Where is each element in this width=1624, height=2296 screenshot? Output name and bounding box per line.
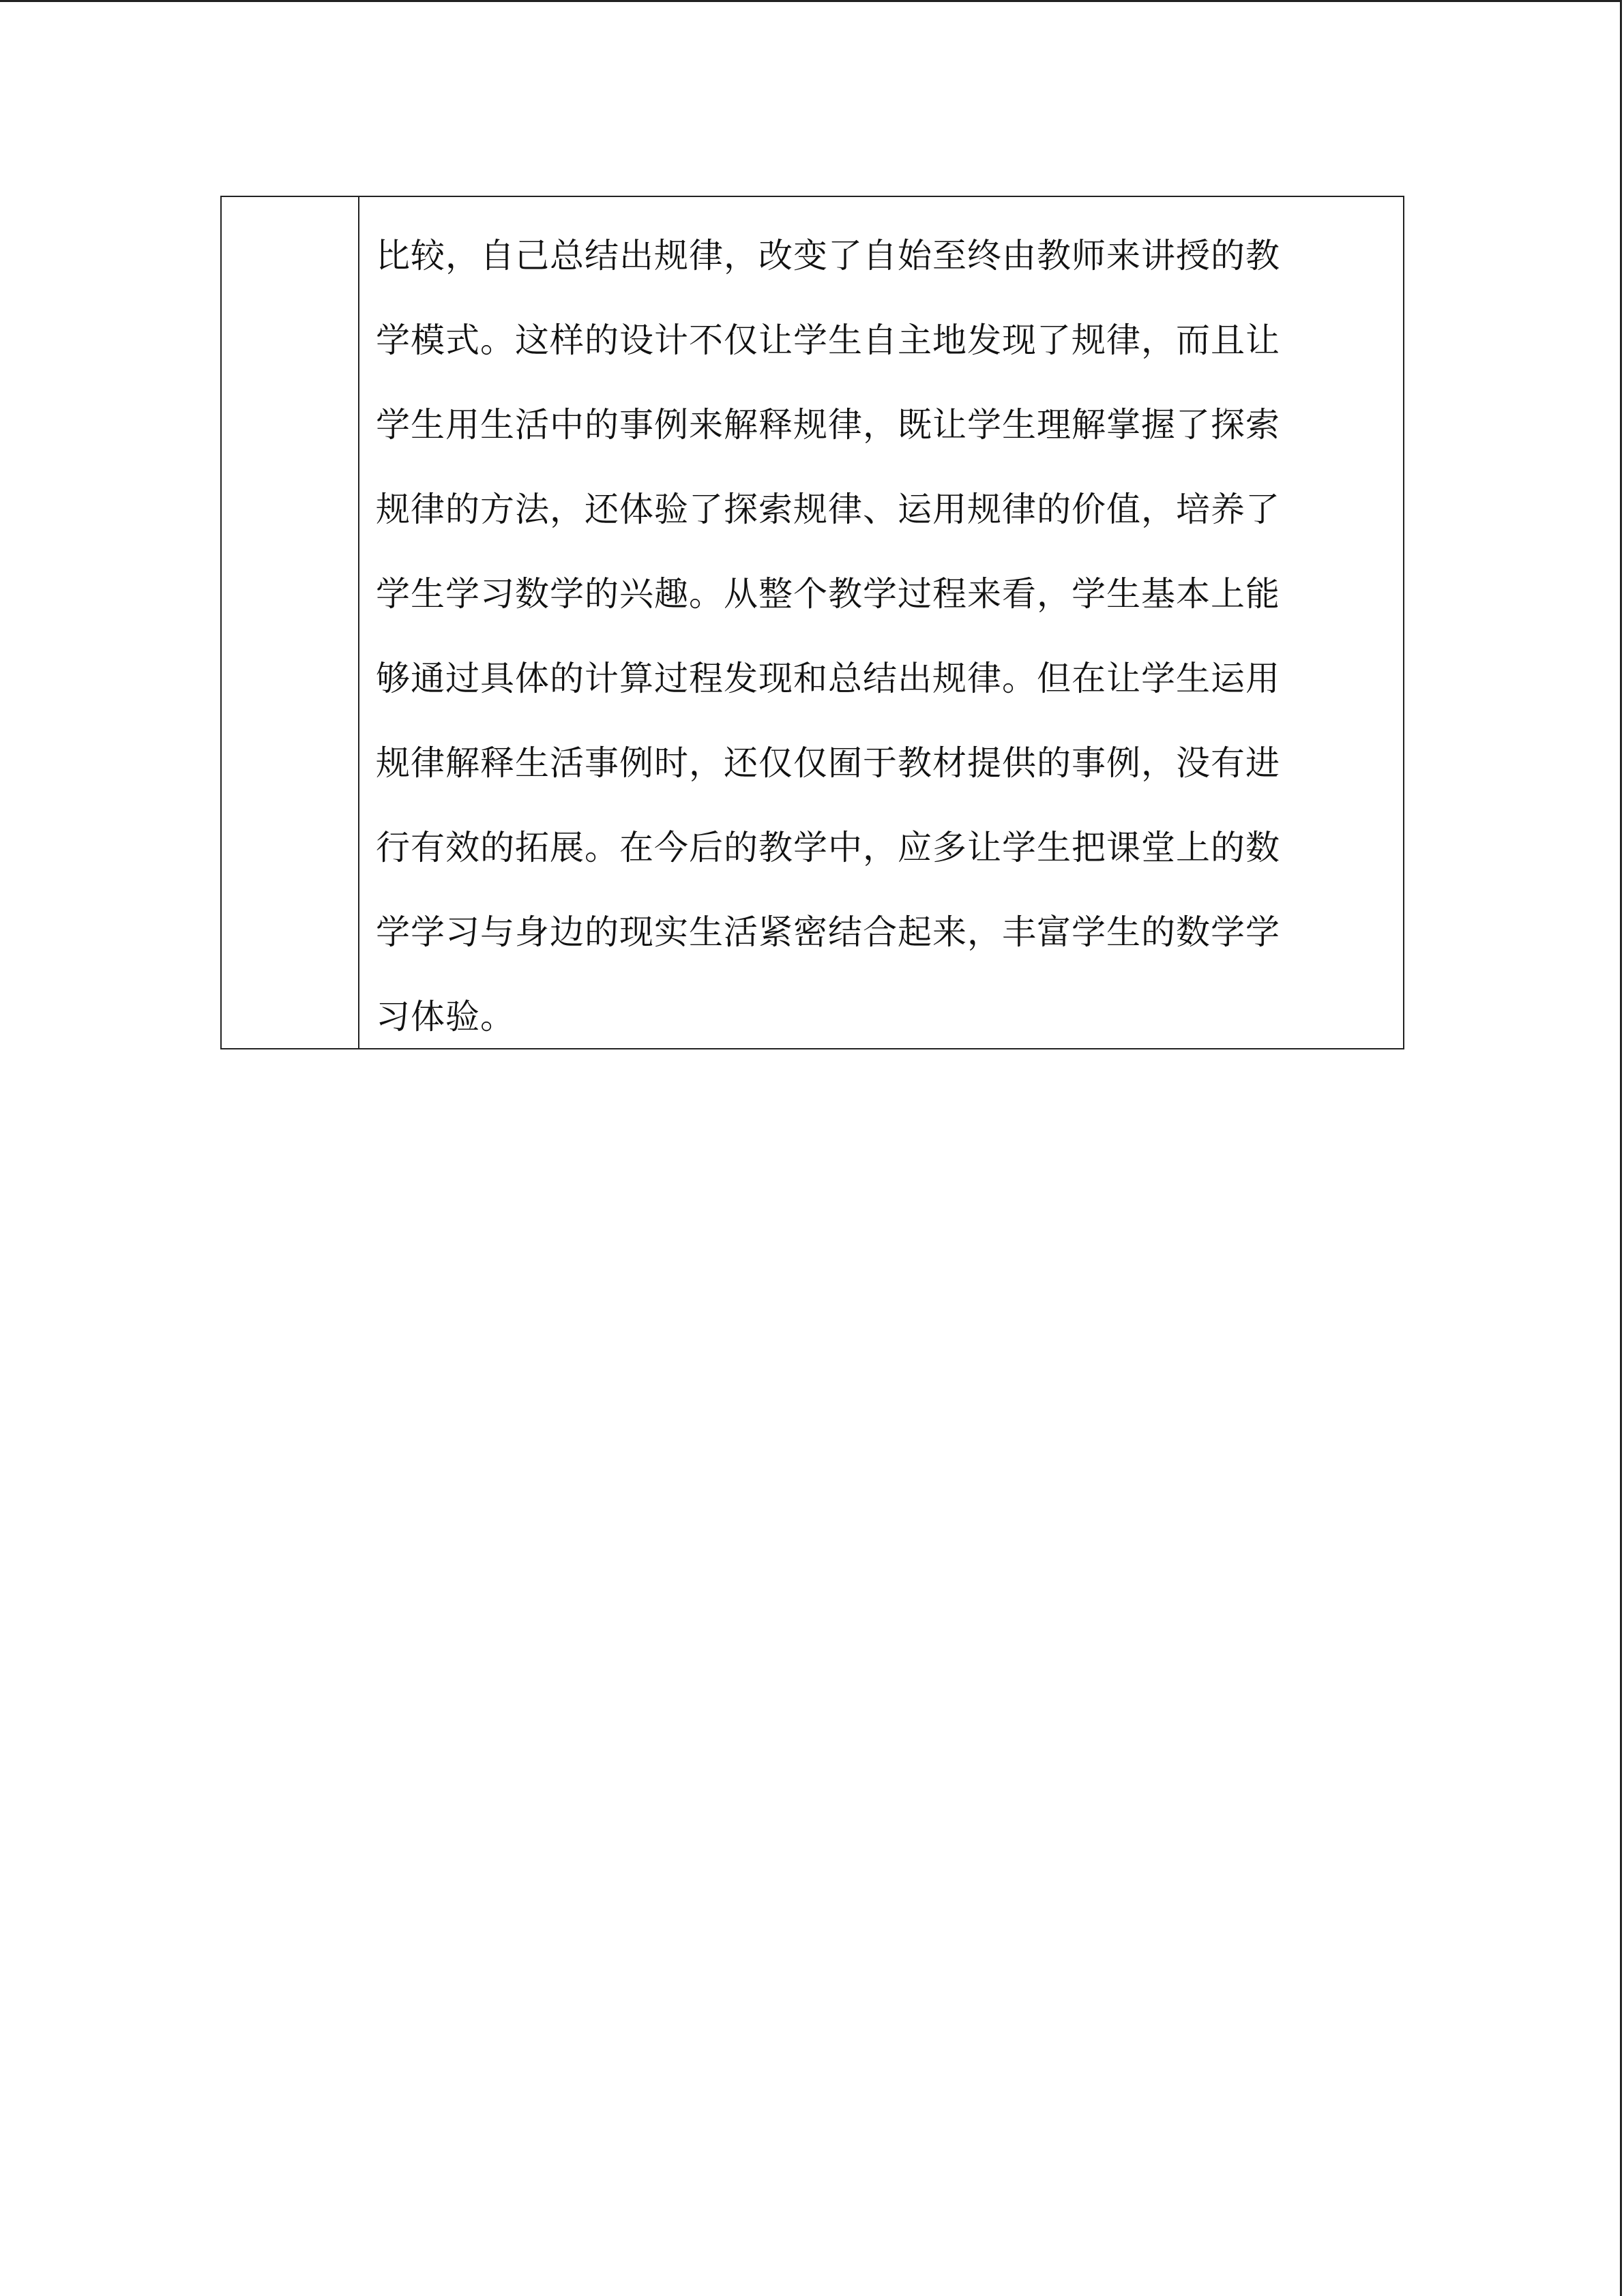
paragraph-line: 学模式。这样的设计不仅让学生自主地发现了规律，而且让 bbox=[376, 320, 1280, 360]
document-table bbox=[220, 196, 1404, 1049]
paragraph-line: 够通过具体的计算过程发现和总结出规律。但在让学生运用 bbox=[376, 659, 1280, 698]
paragraph-line: 比较，自己总结出规律，改变了自始至终由教师来讲授的教 bbox=[376, 236, 1280, 275]
paragraph-line: 习体验。 bbox=[376, 997, 515, 1037]
table-label-cell bbox=[222, 197, 359, 1048]
table-content-cell bbox=[359, 197, 1403, 1048]
paragraph-line: 规律的方法，还体验了探索规律、运用规律的价值，培养了 bbox=[376, 490, 1280, 529]
paragraph-line: 学生学习数学的兴趣。从整个教学过程来看，学生基本上能 bbox=[376, 574, 1280, 614]
paragraph-line: 行有效的拓展。在今后的教学中，应多让学生把课堂上的数 bbox=[376, 828, 1280, 867]
paragraph-line: 学生用生活中的事例来解释规律，既让学生理解掌握了探索 bbox=[376, 405, 1280, 445]
paragraph-line: 学学习与身边的现实生活紧密结合起来，丰富学生的数学学 bbox=[376, 912, 1280, 952]
paragraph-line: 规律解释生活事例时，还仅仅囿于教材提供的事例，没有进 bbox=[376, 743, 1280, 783]
